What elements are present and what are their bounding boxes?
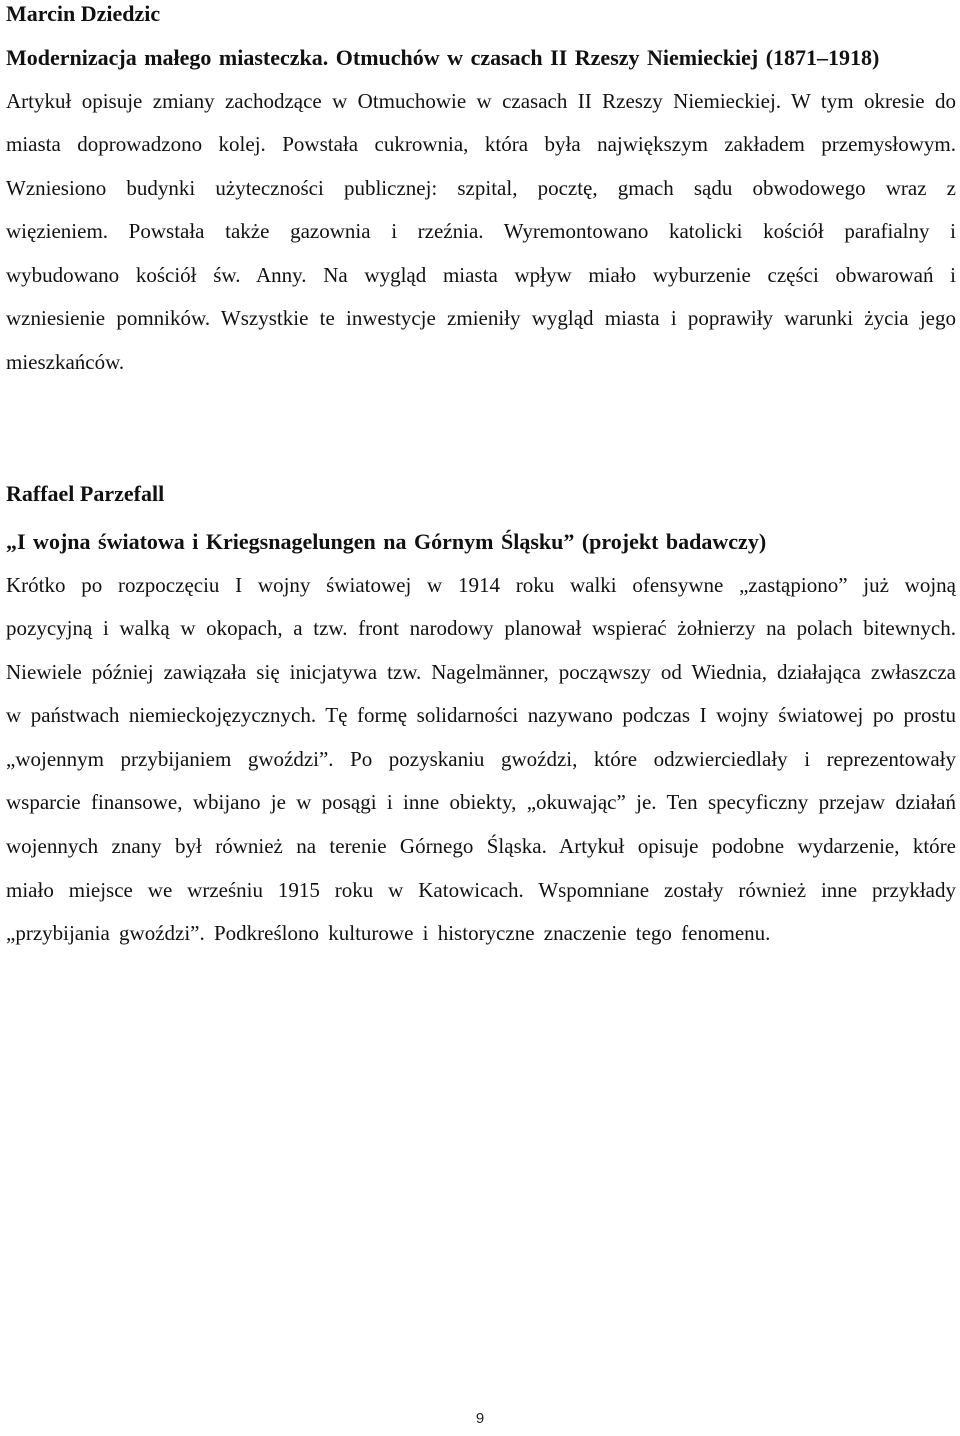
- article-abstract: Artykuł opisuje zmiany zachodzące w Otmuchowie w czasach II Rzeszy Niemieckiej. W tym okresie do miasta doprowadzono kolej. Powstała cukrownia, która była największym zakładem przemysłowym. Wzniesiono budynki użyteczności publicznej: szpital, pocztę, gmach sądu obwodowego wraz z więzieniem. Powstała także gazownia i rzeźnia. Wyremontowano katolicki kościół parafialny i wybudowano kościół św. Anny. Na wygląd miasta wpływ miało wyburzenie części obwarowań i wzniesienie pomników. Wszystkie te inwestycje zmieniły wygląd miasta i poprawiły warunki życia jego mieszkańców.: [6, 88, 956, 375]
- article-entry-dziedzic: [6, 0, 956, 385]
- article-entry-parzefall: [6, 480, 956, 956]
- author-name: Marcin Dziedzic: [6, 1, 161, 26]
- author-name: Raffael Parzefall: [6, 481, 165, 506]
- page-number: 9: [475, 1410, 485, 1427]
- article-title: „I wojna światowa i Kriegsnagelungen na Górnym Śląsku” (projekt badawczy): [6, 529, 767, 554]
- article-title: Modernizacja małego miasteczka. Otmuchów w czasach II Rzeszy Niemieckiej (1871–1918): [6, 45, 880, 70]
- article-abstract: Krótko po rozpoczęciu I wojny światowej w 1914 roku walki ofensywne „zastąpiono” już wojną pozycyjną i walką w okopach, a tzw. front narodowy planował wspierać żołnierzy na polach bitewnych. Niewiele później zawiązała się inicjatywa tzw. Nagelmänner, począwszy od Wiednia, działająca zwłaszcza w państwach niemieckojęzycznych. Tę formę solidarności nazywano podczas I wojny światowej po prostu „wojennym przybijaniem gwoździ”. Po pozyskaniu gwoździ, które odzwierciedlały i reprezentowały wsparcie finansowe, wbijano je w posągi i inne obiekty, „okuwając” je. Ten specyficzny przejaw działań wojennych znany był również na terenie Górnego Śląska. Artykuł opisuje podobne wydarzenie, które miało miejsce we wrześniu 1915 roku w Katowicach. Wspomniane zostały również inne przykłady „przybijania gwoździ”. Podkreślono kulturowe i historyczne znaczenie tego fenomenu.: [6, 572, 956, 946]
